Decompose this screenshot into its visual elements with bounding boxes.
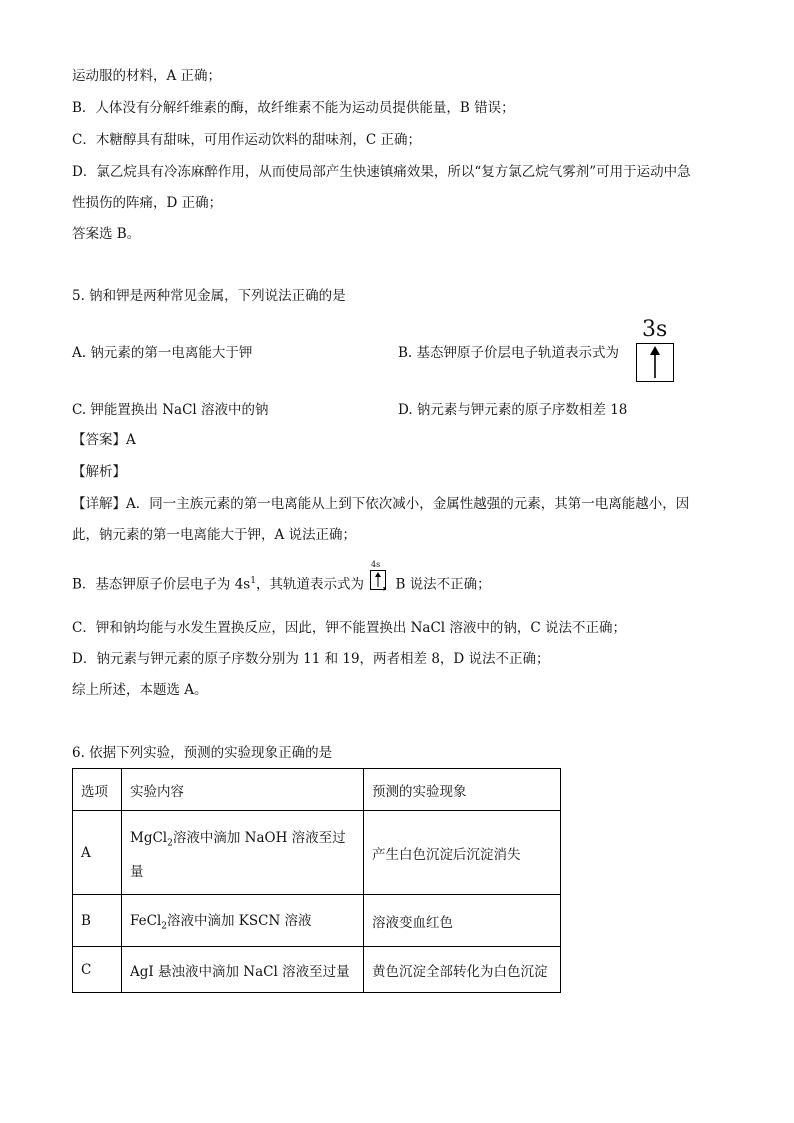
detail-3-sup: 1 [250,576,256,586]
q5-orbital-box [636,343,674,382]
q5-detail-line-3 [72,571,491,595]
experiment-table [72,768,561,993]
detail-3-mid: ，其轨道表示式为 [255,576,364,593]
prev-answer-line: 答案选 B。 [72,226,141,242]
formula-sub: 2 [167,838,173,849]
q5-option-c: C. 钾能置换出 NaCl 溶液中的钠 [72,402,269,418]
up-arrow-icon [637,344,673,381]
table-row [73,895,561,947]
up-arrow-icon [371,571,385,589]
q5-detail-line-1 [72,494,689,514]
q5-detail-line-5: D．钠元素与钾元素的原子序数分别为 11 和 19，两者相差 8，D 说法不正确； [72,651,550,667]
row-option: A [73,811,122,895]
detail-tag: 【详解】 [72,496,126,512]
row-content: AgI 悬浊液中滴加 NaCl 溶液至过量 [122,947,364,993]
header-content: 实验内容 [122,769,364,811]
row-content [122,811,364,895]
detail-text-1: A．同一主族元素的第一电离能从上到下依次减小，金属性越强的元素，其第一电离能越小，因 [126,496,690,512]
q5-stem: 5. 钠和钾是两种常见金属，下列说法正确的是 [72,288,346,304]
prev-line-4: D．氯乙烷具有冷冻麻醉作用，从而使局部产生快速镇痛效果，所以“复方氯乙烷气雾剂”可用于运动中急 [72,164,691,180]
table-row [73,947,561,993]
q5-option-b: B. 基态钾原子价层电子轨道表示式为 [398,345,620,361]
row-result: 溶液变血红色 [364,895,561,947]
detail-3-post: ，B 说法不正确； [381,576,491,593]
row-option: B [73,895,122,947]
row-content [122,895,364,947]
formula: MgCl [130,829,168,846]
answer-value: A [126,432,136,448]
detail-orbital-box [370,570,386,590]
header-option: 选项 [73,769,122,811]
prev-line-1: 运动服的材料，A 正确； [72,68,222,84]
content-line-2: 量 [130,864,144,881]
row-result: 产生白色沉淀后沉淀消失 [364,811,561,895]
q5-detail-line-4: C．钾和钠均能与水发生置换反应，因此，钾不能置换出 NaCl 溶液中的钠，C 说法不正确； [72,620,627,636]
q5-analysis-tag: 【解析】 [72,464,126,480]
prev-line-5: 性损伤的阵痛，D 正确； [72,195,223,211]
q5-option-d: D. 钠元素与钾元素的原子序数相差 18 [398,402,628,418]
table-header-row [73,769,561,811]
content-text: 溶液中滴加 NaOH 溶液至过 [172,829,346,846]
q6-stem: 6. 依据下列实验，预测的实验现象正确的是 [72,745,333,761]
detail-3-pre: B．基态钾原子价层电子为 4s [72,576,251,593]
q5-option-a: A. 钠元素的第一电离能大于钾 [72,345,253,361]
q5-answer [72,430,136,450]
formula: FeCl [130,913,162,930]
content-text: 溶液中滴加 KSCN 溶液 [167,913,312,930]
prev-line-2: B．人体没有分解纤维素的酶，故纤维素不能为运动员提供能量，B 错误； [72,100,515,116]
table-row [73,811,561,895]
answer-tag: 【答案】 [72,432,126,448]
q5-orbital-label: 3s [642,317,668,342]
row-option: C [73,947,122,993]
prev-line-3: C．木糖醇具有甜味，可用作运动饮料的甜味剂，C 正确； [72,132,421,148]
q5-detail-line-2: 此，钠元素的第一电离能大于钾，A 说法正确； [72,527,357,543]
formula-sub: 2 [161,921,167,932]
row-result: 黄色沉淀全部转化为白色沉淀 [364,947,561,993]
q5-detail-line-6: 综上所述，本题选 A。 [72,682,208,698]
header-result: 预测的实验现象 [364,769,561,811]
detail-orbital-label: 4s [371,560,381,569]
